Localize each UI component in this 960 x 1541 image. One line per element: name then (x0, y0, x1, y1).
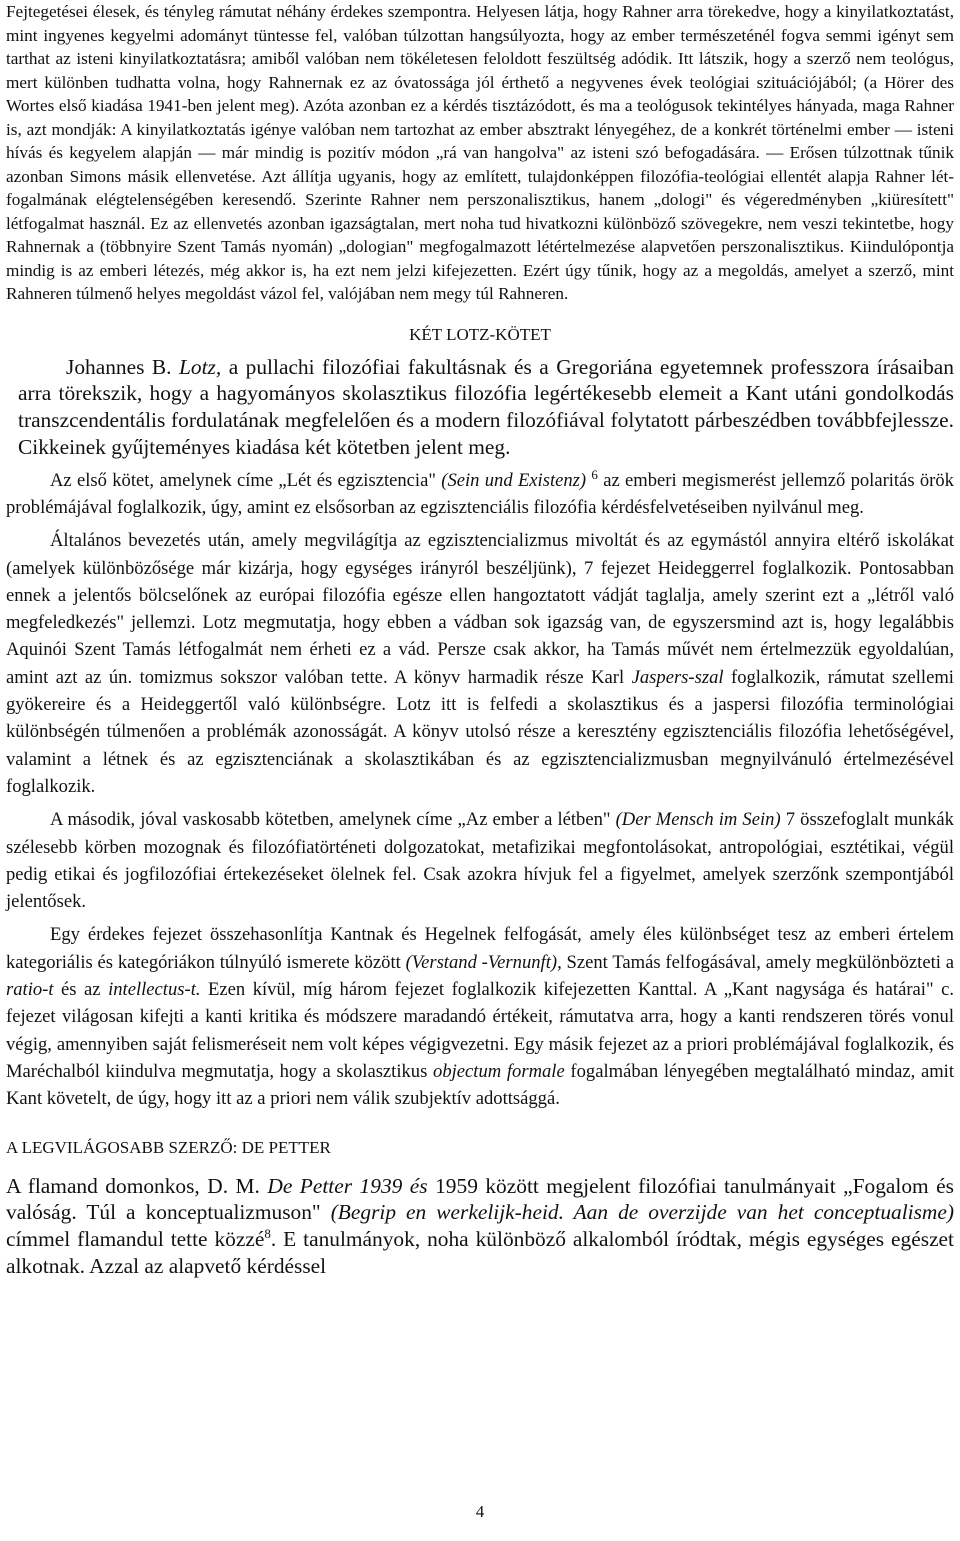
section-heading-lotz: KÉT LOTZ-KÖTET (409, 324, 551, 344)
name-italic: Jaspers-szal (631, 666, 724, 688)
book-title-italic: (Der Mensch im Sein) (615, 809, 781, 831)
paragraph-text: foglalkozik, rámutat szellemi gyökereire és a Heideggertől való különbségre. Lotz itt is felfedi a skolasztikus és a jaspersi filozófia terminológiai különbségén túlmenően a problémák azonosságát. A könyv utolsó része a keresztény egzisztenciális filozófia lehetőségével, valamint a létnek és az egzisztenciának a skolasztikában és az egzisztencializmusban megnyilvánuló értelmezésével foglalkozik. (6, 666, 954, 797)
paragraph-text: a pullachi filozófiai fakultásnak és a Gregoriána egyetemnek professzora írásaiban arra törekszik, hogy a hagyományos skolasztikus filozófia legértékesebb elemeit a Kant utáni gondolkodás transzcendentális fordulatának megfelelően és a modern filozófiával folytatott párbeszédben továbbfejlessze. Cikkeinek gyűjteményes kiadása két kötetben jelent meg. (18, 354, 954, 459)
name-italic: De Petter 1939 és (267, 1173, 428, 1198)
paragraph-text: Általános bevezetés után, amely megvilágítja az egzisztencializmus mivoltát és az egymástól annyira eltérő iskolákat (amelyek különbözősége már kizárja, hogy egységes irányról beszéljünk), 7 fejezet Heideggerrel foglalkozik. Pontosabban ennek a jelentős bölcselőnek az európai filozófia egésze ellen hangoztatott vádját taglalja, amely szerint ezt a „létről való megfeledkezés" jellemzi. Lotz megmutatja, hogy ebben a vádban sok igazság van, de egyszersmind azt is, hogy legalábbis Aquinói Szent Tamás létfogalmát nem érheti ez a vád. Persze csak akkor, ha Tamás művét nem értelmezzük egyoldalúan, amint azt az ún. tomizmus sokszor valóban tette. A könyv harmadik része Karl (6, 530, 954, 688)
paragraph-text: és az (61, 979, 101, 1001)
paragraph-lotz-intro (6, 354, 954, 461)
paragraph-text: . E tanulmányok, noha különböző alkalomból íródtak, mégis egységes egészet alkotnak. Azzal az alapvető kérdéssel (6, 1227, 954, 1278)
paragraph-text: 1959 között megjelent filozófiai tanulmányait „Fogalom és valóság. Túl a konceptualizmuson" (6, 1173, 954, 1225)
book-title-italic: (Begrip en werkelijk-heid. Aan de overzijde van het conceptualisme) (330, 1200, 954, 1225)
footnote-ref: 6 (591, 466, 598, 482)
paragraph-kant-hegel (6, 921, 954, 1112)
author-surname: Lotz, (179, 354, 222, 379)
paragraph-text: Az első kötet, amelynek címe „Lét és egzisztencia" (50, 469, 436, 491)
paragraph-text: Egy érdekes fejezet összehasonlítja Kantnak és Hegelnek felfogását, amely éles különbséget tesz az emberi értelem kategoriális és kategóriákon túlnyúló ismerete között (6, 924, 954, 973)
paragraph-text: A flamand domonkos, D. M. (6, 1173, 260, 1198)
paragraph-text: összefoglalt munkák szélesebb körben mozognak és filozófiatörténeti dolgozatokat, metafizikai megfontolásokat, antropológiai, esztétikai, végül pedig etikai és jogfilozófiai értekezéseket ölelnek fel. Csak azokra hívjuk fel a figyelmet, amelyek szerzőnk szempontjából jelentősek. (6, 809, 954, 913)
paragraph-text: A második, jóval vaskosabb kötetben, amelynek címe „Az ember a létben" (50, 809, 611, 831)
author-name: Johannes B. (66, 354, 172, 379)
section-heading-de-petter: A LEGVILÁGOSABB SZERZŐ: DE PETTER (6, 1137, 331, 1157)
paragraph-text: Szent Tamás felfogásával, amely megkülönbözteti a (566, 951, 954, 973)
book-title-italic: (Sein und Existenz) (441, 469, 587, 491)
term-italic: intellectus-t. (108, 979, 201, 1001)
paragraph-text: az emberi megismerést jellemző polaritás örök problémájával foglalkozik, úgy, amint ez elsősorban az egzisztenciális filozófia kérdésfelvetéseiben nyilvánul meg. (6, 469, 954, 518)
footnote-ref: 8 (264, 1225, 271, 1241)
paragraph-first-volume (6, 467, 954, 522)
footnote-ref: 7 (785, 809, 796, 831)
paragraph-second-volume (6, 806, 954, 915)
paragraph-heidegger (6, 527, 954, 800)
paragraph-text: címmel flamandul tette közzé (6, 1227, 265, 1252)
paragraph-text: Ezen kívül, míg három fejezet foglalkozik kifejezetten Kanttal. A „Kant nagysága és határai" c. fejezet világosan kifejti a kanti kritika és módszere maradandó értékeit, rámutatva arra, hogy a kanti rendszeren törés vonul végig, amennyiben saját felismeréseit nem volt képes végigvezetni. Egy másik fejezet az a priori problémájával foglalkozik, és Maréchalból kiindulva megmutatja, hogy a skolasztikus (6, 979, 954, 1082)
paragraph-text: fogalmában lényegében megtalálható mindaz, amit Kant követelt, de úgy, hogy itt az a priori nem válik szubjektív adottsággá. (6, 1060, 954, 1110)
term-italic: (Verstand -Vernunft), (405, 951, 562, 973)
term-italic: objectum formale (433, 1060, 565, 1082)
term-italic: ratio-t (6, 979, 54, 1001)
page-number: 4 (475, 1502, 485, 1521)
paragraph-de-petter (6, 1173, 954, 1280)
paragraph-rahner-critique: Fejtegetései élesek, és tényleg rámutat néhány érdekes szempontra. Helyesen látja, hogy Rahner arra törekedve, hogy a kinyilatkoztatást, mint ingyenes kegyelmi adományt tüntesse fel, valóban túlzottan hangsúlyozta, hogy az ember természeténél fogva semmi igényt sem tarthat az isteni kinyilatkoztatásra; amiből valóban nem tökéletesen feloldott feszültség adódik. Itt látszik, hogy a szerző nem teológus, mert különben tudhatta volna, hogy Rahnernak ez az óvatossága jól érthető a negyvenes évek teológiai szituációjából; (a Hörer des Wortes első kiadása 1941-ben jelent meg). Azóta azonban ez a kérdés tisztázódott, és ma a teológusok tekintélyes hányada, maga Rahner is, azt mondják: A kinyilatkoztatás igénye valóban nem tartozhat az ember absztrakt lényegéhez, de a konkrét történelmi ember — isteni hívás és kegyelem alapján — már mindig is pozitív módon „rá van hangolva" az isteni szó befogadására. — Erősen túlzottnak tűnik azonban Simons másik ellenvetése. Azt állítja ugyanis, hogy az említett, tulajdonképpen filozófia-teológiai ellentét alapja Rahner lét-fogalmának elégtelenségében keresendő. Szerinte Rahner nem perszonalisztikus, hanem „dologi" és végeredményben „kiüresített" létfogalmat használ. Ez az ellenvetés azonban igazságtalan, mert noha tud hivatkozni különböző szövegekre, nem veszi tekintetbe, hogy Rahnernak a (többnyire Szent Tamás nyomán) „dologian" megfogalmazott létértelmezése alapvetően perszonalisztikus. Kiindulópontja mindig is az emberi létezés, még akkor is, ha ezt nem jelzi kifejezetten. Ezért úgy tűnik, hogy az a megoldás, amelyet a szerző, mint Rahneren túlmenő helyes megoldást vázol fel, valójában nem megy túl Rahneren. (6, 2, 954, 303)
